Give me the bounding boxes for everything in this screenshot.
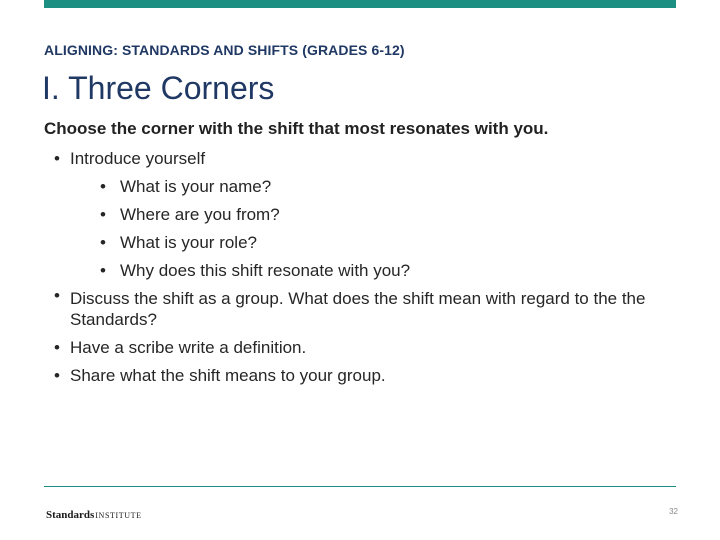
list-item [44,285,684,334]
bullet-icon: • [100,261,106,280]
list-item-text: Share what the shift means to your group. [70,366,386,385]
list-subitem-text: Why does this shift resonate with you? [120,261,411,280]
bullet-icon: • [100,205,106,224]
bullet-list [44,145,684,390]
bullet-icon: • [54,286,60,305]
page-number: 32 [669,507,678,516]
bullet-icon: • [100,177,106,196]
list-subitem-text: What is your name? [120,177,272,196]
lead-instruction: Choose the corner with the shift that most resonates with you. [44,119,549,138]
list-item [44,145,684,173]
bullet-icon: • [54,149,60,168]
list-item-text: Introduce yourself [70,149,206,168]
list-item [44,362,684,390]
footer-divider [44,486,676,487]
list-subitem [44,257,684,285]
list-item [44,334,684,362]
brand-logo-primary: Standards [46,509,95,521]
section-kicker: ALIGNING: STANDARDS AND SHIFTS (GRADES 6-12) [44,42,405,58]
list-item-text: Discuss the shift as a group. What does the shift mean with regard to the the Standards? [70,289,646,329]
bullet-icon: • [54,366,60,385]
brand-logo [46,505,142,523]
list-subitem [44,229,684,257]
list-subitem [44,173,684,201]
top-accent-bar [44,0,676,8]
slide-title: I. Three Corners [42,70,275,106]
list-item-text: Have a scribe write a definition. [70,338,307,357]
bullet-icon: • [100,233,106,252]
list-subitem [44,201,684,229]
bullet-icon: • [54,338,60,357]
brand-logo-secondary: INSTITUTE [95,511,142,520]
list-subitem-text: Where are you from? [120,205,280,224]
list-subitem-text: What is your role? [120,233,257,252]
